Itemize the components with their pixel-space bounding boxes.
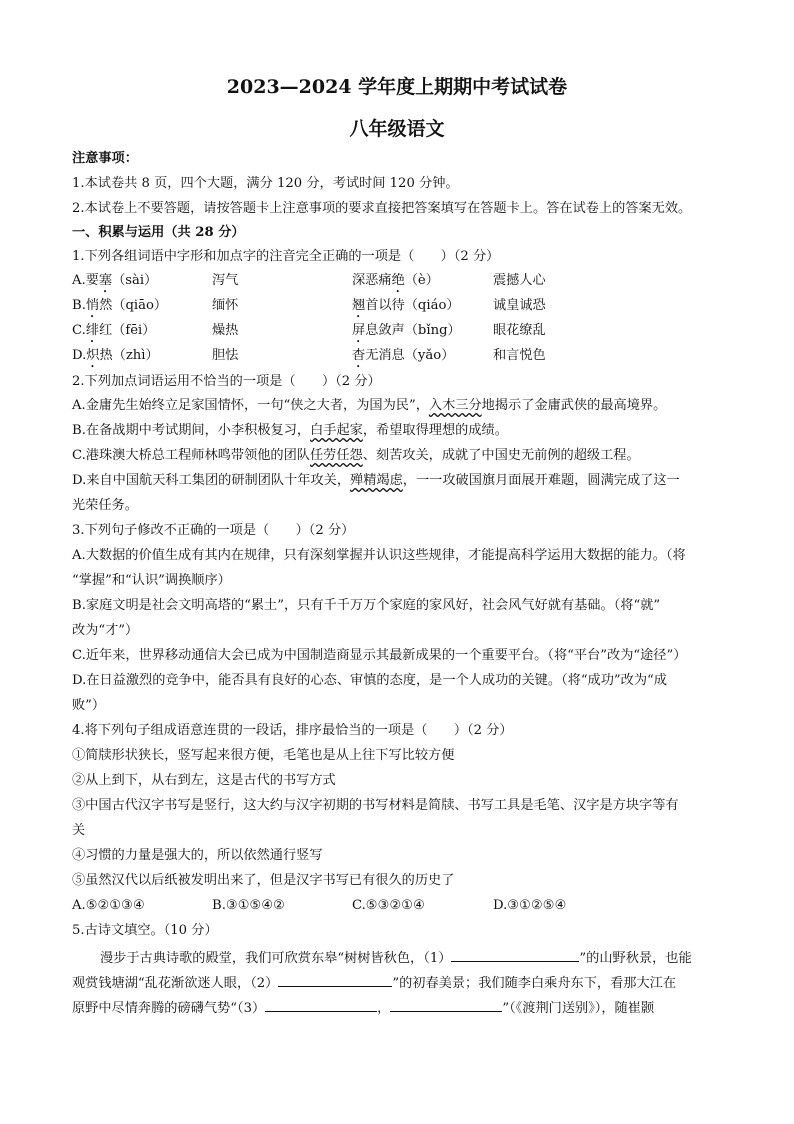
q4-sentence: ⑤虽然汉代以后纸被发明出来了，但是汉字书写已有很久的历史了 xyxy=(72,873,455,888)
q4-sentence: 关 xyxy=(72,823,86,838)
q1-b-col2: 缅怀 xyxy=(212,298,239,313)
q1-a-col2: 泻气 xyxy=(212,273,239,288)
q1-b-col1: B.悄然（qiāo） xyxy=(72,298,168,313)
q3-line: C.近年来，世界移动通信大会已成为中国制造商显示其最新成果的一个重要平台。（将“平台”改为“途径”） xyxy=(72,648,687,663)
q2-option-b: B.在备战期中考试期间，小李积极复习，白手起家，希望取得理想的成绩。 xyxy=(72,423,508,438)
section-1-heading: 一、积累与运用（共 28 分） xyxy=(72,225,245,240)
q2-option-c: C.港珠澳大桥总工程师林鸣带领他的团队任劳任怨、刻苦攻关，成就了中国史无前例的超级工程。 xyxy=(72,448,640,463)
q1-a-col4: 震撼人心 xyxy=(493,273,546,288)
q2-option-d: D.来自中国航天科工集团的研制团队十年攻关，殚精竭虑，一一攻破国旗月面展开难题，圆满完成了这一 xyxy=(72,473,680,488)
q3-line: 败”） xyxy=(72,698,106,713)
q1-a-col1: A.要塞（sài） xyxy=(72,273,158,288)
q4-sentence: ②从上到下，从右到左，这是古代的书写方式 xyxy=(72,773,336,788)
q1-c-col4: 眼花缭乱 xyxy=(493,323,546,338)
q5-blank-1[interactable] xyxy=(451,947,579,962)
q1-d-col3: 杳无消息（yǎo） xyxy=(352,348,455,363)
notice-heading: 注意事项： xyxy=(72,151,138,166)
q1-a-col3: 深恶痛绝（è） xyxy=(352,273,439,288)
q4-stem: 4.将下列句子组成语意连贯的一段话，排序最恰当的一项是（ ）（2 分） xyxy=(72,723,513,738)
q3-line: D.在日益激烈的竞争中，能否具有良好的心态、审慎的态度，是一个人成功的关键。（将“成功”改为“成 xyxy=(72,673,667,688)
q2-stem: 2.下列加点词语运用不恰当的一项是（ ）（2 分） xyxy=(72,374,381,389)
notice-item-1: 1.本试卷共 8 页，四个大题，满分 120 分，考试时间 120 分钟。 xyxy=(72,176,459,191)
q4-sentence: ④习惯的力量是强大的，所以依然通行竖写 xyxy=(72,848,323,863)
q1-b-col4: 诚皇诚恐 xyxy=(493,298,546,313)
q1-d-col1: D.炽热（zhì） xyxy=(72,348,159,363)
q1-c-col1: C.绯红（fēi） xyxy=(72,323,156,338)
q5-line-3: 原野中尽情奔腾的磅礴气势“（3） ， ”（《渡荆门送别》），随崔颢 xyxy=(72,997,654,1018)
q2-option-a: A.金庸先生始终立足家国情怀，一句“侠之大者，为国为民”，入木三分地揭示了金庸武侠的最高境界。 xyxy=(72,398,667,413)
q1-c-col2: 燥热 xyxy=(212,323,239,338)
q3-line: A.大数据的价值生成有其内在规律，只有深刻掌握并认识这些规律，才能提高科学运用大数据的能力。（将 xyxy=(72,548,686,563)
q3-line: B.家庭文明是社会文明高塔的“累土”，只有千千万万个家庭的家风好，社会风气好就有基础。（将“就” xyxy=(72,598,661,613)
q1-b-col3: 翘首以待（qiáo） xyxy=(352,298,460,313)
exam-subtitle: 八年级语文 xyxy=(349,118,445,140)
q5-blank-3b[interactable] xyxy=(390,997,502,1012)
q5-line-2: 观赏钱塘湖“乱花渐欲迷人眼，（2） ”的初春美景；我们随李白乘舟东下，看那大江在 xyxy=(72,972,676,993)
q1-c-col3: 屏息敛声（bǐng） xyxy=(352,323,461,338)
q3-stem: 3.下列句子修改不正确的一项是（ ）（2 分） xyxy=(72,523,355,538)
q1-d-col4: 和言悦色 xyxy=(493,348,546,363)
q2-option-d-cont: 光荣任务。 xyxy=(72,498,138,513)
q4-option-b: B.③①⑤④② xyxy=(212,898,285,913)
q5-blank-3a[interactable] xyxy=(265,997,377,1012)
q4-sentence: ①简牍形状狭长，竖写起来很方便，毛笔也是从上往下写比较方便 xyxy=(72,748,455,763)
q5-blank-2[interactable] xyxy=(278,972,392,987)
q5-stem: 5.古诗文填空。（10 分） xyxy=(72,923,218,938)
q4-option-d: D.③①②⑤④ xyxy=(493,898,567,913)
q4-sentence: ③中国古代汉字书写是竖行，这大约与汉字初期的书写材料是简牍、书写工具是毛笔、汉字是方块字等有 xyxy=(72,798,679,813)
q4-option-c: C.⑤③②①④ xyxy=(352,898,425,913)
exam-title: 2023—2024 学年度上期期中考试试卷 xyxy=(226,76,568,98)
q4-option-a: A.⑤②①③④ xyxy=(72,898,145,913)
q3-line: “掌握”和“认识”调换顺序） xyxy=(72,573,231,588)
notice-item-2: 2.本试卷上不要答题，请按答题卡上注意事项的要求直接把答案填写在答题卡上。答在试卷上的答案无效。 xyxy=(72,201,692,216)
q3-line: 改为“才”） xyxy=(72,623,139,638)
q1-stem: 1.下列各组词语中字形和加点字的注音完全正确的一项是（ ）（2 分） xyxy=(72,249,500,264)
q5-line-1: 漫步于古典诗歌的殿堂，我们可欣赏东皋“树树皆秋色，（1） ”的山野秋景，也能 xyxy=(100,947,692,968)
q1-d-col2: 胆怯 xyxy=(212,348,239,363)
